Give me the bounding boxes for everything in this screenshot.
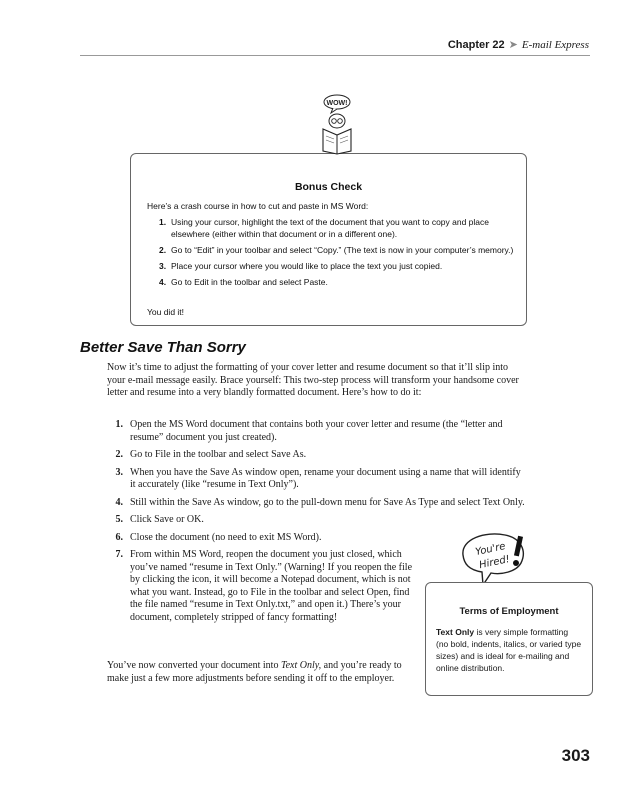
list-item: 1. Open the MS Word document that contains both your cover letter and resume (the “letter and resume” document you just created).	[115, 419, 503, 443]
bonus-check-box	[130, 153, 527, 326]
list-item: 7. From within MS Word, reopen the document you just closed, which you’ve named “resume in Text Only.” (Warning! If you reopen the file by clicking the icon, it will become a Notepad document, which is not what you want. Instead, go to File in the toolbar and select Open, find the file named “resume in Text Only.txt,” and open it.) There’s your document, completely stripped of fancy formatting!	[115, 549, 413, 623]
running-header	[0, 38, 589, 51]
list-item: 6. Close the document (no need to exit MS Word).	[115, 531, 322, 543]
list-item: 3. Place your cursor where you would like to place the text you just copied.	[159, 261, 443, 271]
chapter-title: E-mail Express	[521, 39, 589, 51]
wow-text: WOW!	[326, 100, 348, 107]
list-item: 1. Using your cursor, highlight the text of the document that you want to copy and place elsewhere (either within that document or in a different one).	[159, 217, 489, 239]
bonus-intro: Here’s a crash course in how to cut and paste in MS Word:	[147, 201, 369, 211]
emphasis-text: Text Only,	[280, 660, 322, 671]
page-number: 303	[561, 746, 590, 765]
list-item: 5. Click Save or OK.	[115, 514, 204, 525]
section-title: Better Save Than Sorry	[80, 339, 246, 356]
closing-paragraph: You’ve now converted your document into Text Only, and you’re ready to make just a few more adjustments before sending it off to the employer.	[107, 660, 402, 684]
term: Text Only	[436, 627, 475, 637]
bubble-line-2: Hired!	[478, 553, 511, 572]
reader-wow-icon	[313, 93, 361, 155]
youre-hired-speech-bubble-icon	[455, 527, 533, 587]
list-item: 3. When you have the Save As window open, rename your document using a name that will identify it accurately (like “resume in Text Only”).	[115, 466, 521, 490]
header-rule	[80, 55, 590, 56]
list-item: 4. Still within the Save As window, go to the pull-down menu for Save As Type and select Text Only.	[115, 496, 525, 508]
bonus-outro: You did it!	[147, 307, 185, 317]
list-item: 4. Go to Edit in the toolbar and select Paste.	[159, 277, 328, 287]
arrow-icon: ➤	[508, 39, 518, 51]
list-item: 2. Go to File in the toolbar and select Save As.	[115, 449, 307, 460]
bubble-line-1: You're	[474, 541, 507, 559]
bonus-steps	[147, 216, 517, 292]
terms-title: Terms of Employment	[459, 606, 559, 617]
terms-sidebar	[425, 582, 593, 696]
section-intro: Now it’s time to adjust the formatting of your cover letter and resume document so that it’ll slip into your e-mail message easily. Brace yourself: This two-step process will transform your handsome cover letter and resume into a very blandly formatted document. Here’s how to do it:	[107, 362, 519, 398]
chapter-label: Chapter 22	[447, 39, 505, 51]
terms-definition: Text Only is very simple formatting (no bold, indents, italics, or varied type sizes) and is ideal for e-mailing and online distribution.	[436, 627, 582, 673]
bonus-title: Bonus Check	[294, 181, 363, 193]
list-item: 2. Go to “Edit” in your toolbar and select “Copy.” (The text is now in your computer’s memory.)	[159, 245, 514, 255]
